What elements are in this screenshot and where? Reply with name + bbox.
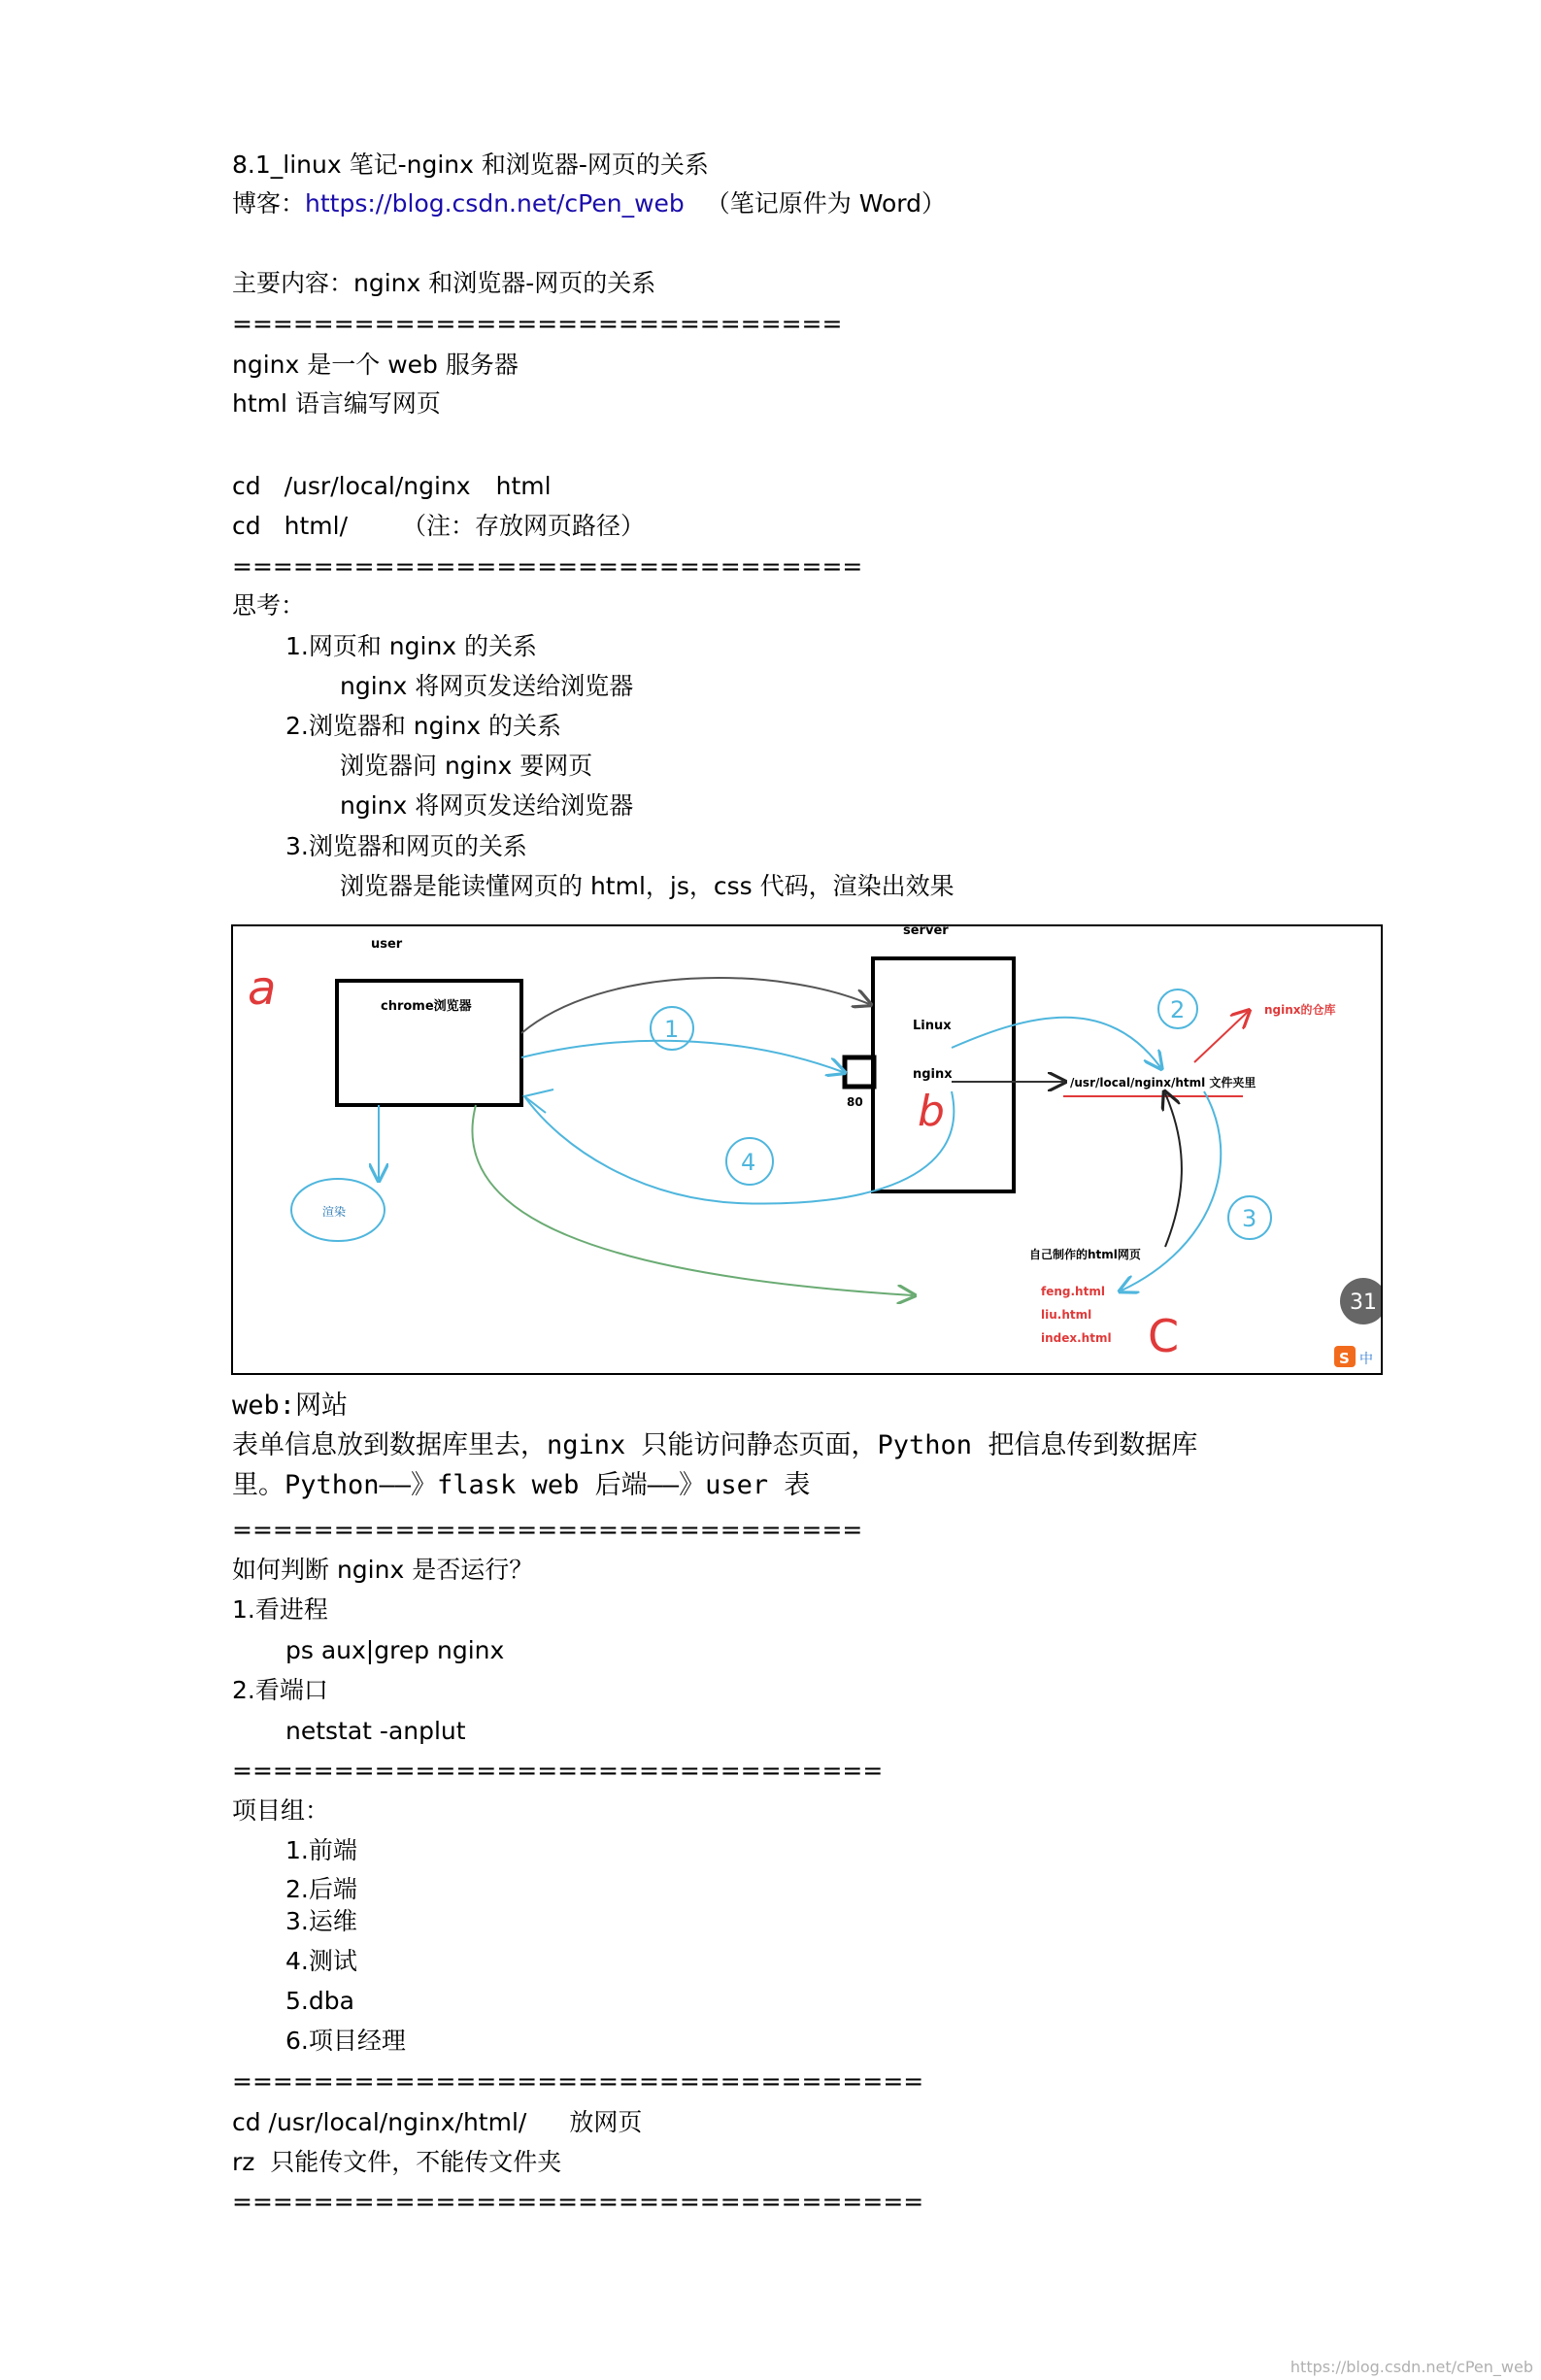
cd-put-note: 放网页 [569, 2108, 643, 2136]
user-label: user [371, 937, 403, 952]
netstat-command: netstat -anplut [285, 1717, 466, 1745]
ps-command: ps aux|grep nginx [285, 1636, 505, 1664]
separator: =============================== [232, 553, 863, 581]
form-line-2: 里。Python——》flask web 后端——》user 表 [232, 1470, 811, 1500]
blog-prefix: 博客： [232, 189, 306, 218]
nginx-browser-diagram [231, 924, 1383, 1375]
role-item: 4.测试 [285, 1947, 357, 1975]
cd-put-line [232, 2107, 642, 2138]
answer-1: nginx 将网页发送给浏览器 [340, 672, 634, 700]
cd-html-note: （注：存放网页路径） [402, 512, 646, 540]
repo-label: nginx的仓库 [1264, 1003, 1336, 1017]
file-feng: feng.html [1041, 1285, 1105, 1298]
mark-c: C [1148, 1310, 1180, 1362]
main-content-line: 主要内容：nginx 和浏览器-网页的关系 [232, 269, 656, 297]
cd-html-line [232, 511, 645, 542]
role-item: 2.后端 [285, 1875, 357, 1903]
cd-put-cmd: cd /usr/local/nginx/html/ [232, 2108, 527, 2136]
answer-2-2: nginx 将网页发送给浏览器 [340, 791, 634, 820]
green-arrow [472, 1105, 913, 1295]
answer-2-1: 浏览器问 nginx 要网页 [340, 752, 593, 780]
linux-label: Linux [913, 1019, 952, 1033]
blog-suffix: （笔记原件为 Word） [705, 189, 947, 218]
step-1-label: 1 [664, 1016, 680, 1043]
repo-arrow [1194, 1012, 1248, 1062]
blue-response-curve [524, 1091, 954, 1204]
server-label: server [903, 926, 949, 938]
role-item: 1.前端 [285, 1836, 357, 1864]
separator: =============================== [232, 1516, 863, 1544]
project-group: 项目组： [232, 1796, 330, 1825]
cd-local-path: /usr/local/nginx [284, 472, 471, 500]
cd-local-dir: html [495, 472, 552, 500]
doc-title: 8.1_linux 笔记-nginx 和浏览器-网页的关系 [232, 151, 709, 179]
sogou-s-label: S [1339, 1350, 1350, 1367]
step-3-label: 3 [1242, 1205, 1257, 1232]
question-3: 3.浏览器和网页的关系 [285, 832, 527, 860]
nginx-label: nginx [913, 1067, 953, 1082]
path-label: /usr/local/nginx/html 文件夹里 [1070, 1076, 1256, 1089]
badge-label: 31 [1350, 1291, 1377, 1315]
cd-local-line [232, 471, 552, 502]
role-item: 3.运维 [285, 1907, 357, 1935]
mark-b: b [918, 1087, 945, 1136]
step-4-label: 4 [741, 1149, 756, 1176]
file-liu: liu.html [1041, 1308, 1092, 1322]
how-judge: 如何判断 nginx 是否运行？ [232, 1556, 534, 1584]
separator: ================================== [232, 2188, 924, 2216]
web-line: web:网站 [232, 1391, 349, 1421]
see-port: 2.看端口 [232, 1676, 328, 1704]
step-2-label: 2 [1170, 996, 1186, 1023]
cd-html-cmd: cd [232, 512, 261, 540]
think-heading: 思考： [232, 591, 306, 620]
port-80-box [845, 1057, 874, 1087]
cd-local-cmd: cd [232, 472, 261, 500]
blue-path-curve [952, 1018, 1160, 1067]
blue-request-curve [521, 1041, 843, 1072]
separator: ================================ [232, 1757, 884, 1785]
role-item: 6.项目经理 [285, 2027, 406, 2055]
render-label: 渲染 [322, 1205, 347, 1219]
diagram-svg [233, 926, 1381, 1373]
cd-html-path: html/ [284, 512, 348, 540]
see-process: 1.看进程 [232, 1595, 328, 1624]
question-2: 2.浏览器和 nginx 的关系 [285, 712, 562, 740]
form-line-1: 表单信息放到数据库里去，nginx 只能访问静态页面，Python 把信息传到数据库 [232, 1430, 1198, 1460]
mark-a: a [248, 961, 277, 1016]
blog-line [232, 188, 946, 219]
self-made-label: 自己制作的html网页 [1029, 1248, 1141, 1261]
port-label: 80 [847, 1095, 863, 1109]
sogou-zh-label: 中 [1359, 1352, 1373, 1367]
watermark: https://blog.csdn.net/cPen_web [1290, 2358, 1533, 2376]
separator: ================================== [232, 2067, 924, 2095]
rz-line: rz 只能传文件，不能传文件夹 [232, 2148, 562, 2176]
request-arrow [521, 978, 869, 1033]
nginx-desc: nginx 是一个 web 服务器 [232, 351, 519, 379]
role-item: 5.dba [285, 1987, 354, 2015]
file-index: index.html [1041, 1331, 1112, 1345]
self-made-arrow [1165, 1093, 1182, 1247]
question-1: 1.网页和 nginx 的关系 [285, 632, 538, 660]
chrome-label: chrome浏览器 [381, 999, 472, 1014]
blog-link[interactable]: https://blog.csdn.net/cPen_web [305, 189, 685, 218]
separator: ============================== [232, 310, 843, 338]
answer-3: 浏览器是能读懂网页的 html，js，css 代码，渲染出效果 [340, 872, 955, 900]
html-desc: html 语言编写网页 [232, 389, 441, 418]
